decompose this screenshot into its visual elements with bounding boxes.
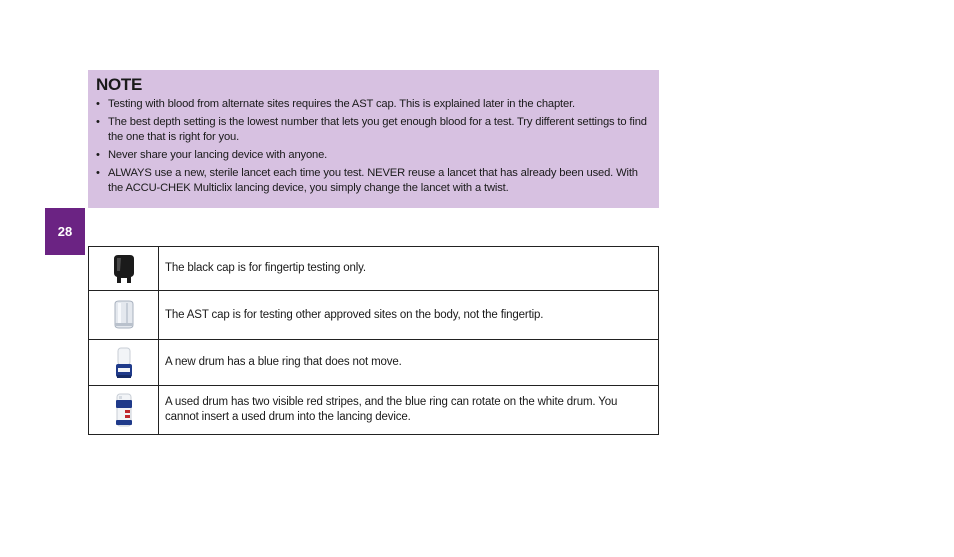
table-row [89, 340, 659, 386]
table-row [89, 247, 659, 291]
bullet: • [96, 98, 100, 110]
note-item-text: Testing with blood from alternate sites requires the AST cap. This is explained later in the chapter. [108, 98, 576, 110]
image-cell [89, 247, 159, 291]
note-item-text: The best depth setting is the lowest number that lets you get enough blood for a test. Try different settings to find the one that is right for you. [108, 116, 647, 143]
note-item [96, 166, 651, 196]
note-item [96, 148, 651, 163]
image-cell [89, 386, 159, 435]
bullet: • [96, 167, 100, 179]
new-drum-icon [112, 346, 136, 380]
table-row [89, 386, 659, 435]
note-list [96, 97, 651, 196]
bullet: • [96, 116, 100, 128]
ast-cap-icon [111, 299, 137, 331]
black-cap-icon [111, 253, 137, 285]
image-cell [89, 291, 159, 340]
note-item [96, 97, 651, 112]
note-item-text: ALWAYS use a new, sterile lancet each time you test. NEVER reuse a lancet that has already been used. With the ACCU-CHEK Multiclix lancing device, you simply change the lancet with a twist. [108, 167, 638, 194]
bullet: • [96, 149, 100, 161]
table-row [89, 291, 659, 340]
description-cell: The AST cap is for testing other approved sites on the body, not the fingertip. [159, 291, 659, 340]
description-cell: A new drum has a blue ring that does not move. [159, 340, 659, 386]
note-box [88, 70, 659, 208]
note-title: NOTE [96, 75, 143, 94]
note-item [96, 115, 651, 145]
description-cell: A used drum has two visible red stripes, and the blue ring can rotate on the white drum. You cannot insert a used drum into the lancing device. [159, 386, 659, 435]
image-cell [89, 340, 159, 386]
used-drum-icon [112, 392, 136, 428]
note-item-text: Never share your lancing device with anyone. [108, 149, 328, 161]
description-cell: The black cap is for fingertip testing only. [159, 247, 659, 291]
page-number-tab [45, 208, 85, 255]
page-number: 28 [57, 224, 73, 239]
cap-and-drum-table [88, 246, 659, 435]
